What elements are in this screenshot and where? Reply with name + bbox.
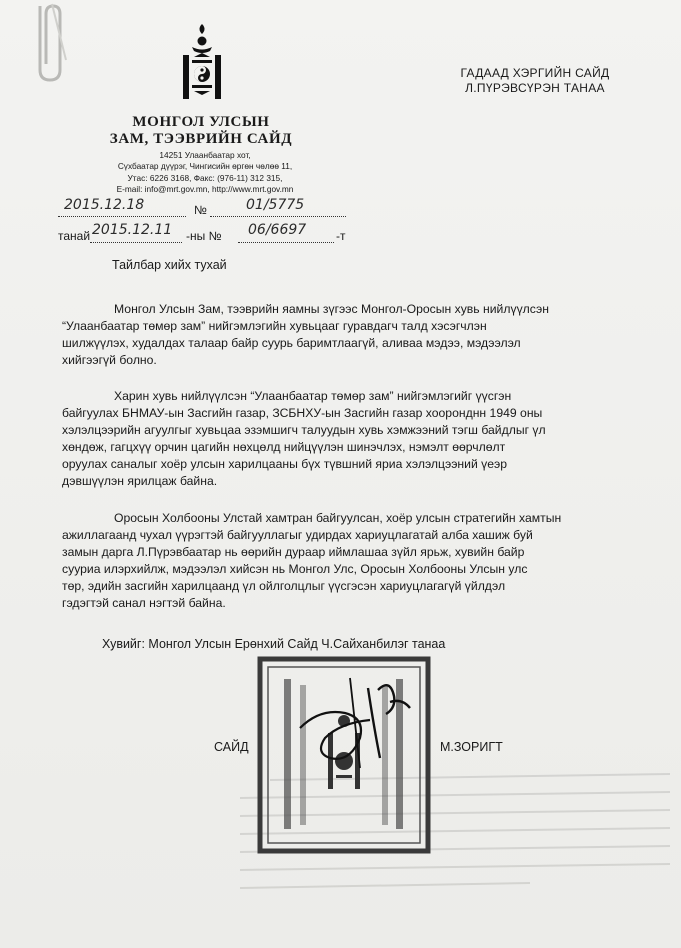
outgoing-number: 01/5775 [246, 197, 305, 213]
ministry-name-line2: ЗАМ, ТЭЭВРИЙН САЙД [109, 131, 293, 147]
recipient-title: ГАДААД ХЭРГИЙН САЙД [460, 66, 610, 80]
paragraph-line: хөндөж, гагцхүү орчин цагийн нөхцөлд нийцүүлэн шинэчлэх, нэмэлт өөрчлөлт [62, 440, 506, 454]
paragraph-line: оруулах саналыг хоёр улсын харилцааны бүх түвшний яриа хэлэлцээний үеэр [62, 457, 508, 471]
your-ref-prefix: танай [58, 229, 91, 243]
paragraph-line: Харин хувь нийлүүлсэн “Улаанбаатар төмөр зам” нийгэмлэгийг үүсгэн [114, 389, 512, 403]
paragraph-line: “Улаанбаатар төмөр зам” нийгэмлэгийн хувьцааг гуравдагч талд хэсэгчлэн [62, 319, 487, 333]
handwritten-signature [290, 668, 430, 788]
paragraph-line: хэлэлцээрийн агуулгыг хувьцаа эзэмшигч талуудын хувь хэмжээний тэгш байдлыг үл [62, 423, 546, 437]
paragraph-line: дэвшүүлэн ярилцаж байна. [62, 474, 218, 488]
your-number-underline [238, 242, 334, 243]
paper-clip-icon [22, 0, 82, 84]
number-underline [210, 216, 346, 217]
paragraph-line: хийгээгүй болно. [62, 353, 157, 367]
paragraph-line: замын дарга Л.Пүрэвбаатар нь өөрийн дураар иймлашаа зүйл ярьж, хувийн байр [62, 545, 525, 559]
paragraph-3 [62, 510, 618, 612]
address-line: Сүхбаатар дүүрэг, Чингисийн өргөн чөлөө 11, [117, 161, 293, 172]
number-label: № [194, 203, 207, 217]
address-line: Утас: 6226 3168, Факс: (976-11) 312 315, [127, 172, 283, 183]
subject-line: Тайлбар хийх тухай [112, 258, 227, 272]
paragraph-1 [62, 301, 618, 369]
recipient-block [430, 66, 640, 96]
copy-to-line: Хувийг: Монгол Улсын Ерөнхий Сайд Ч.Сайханбилэг танаа [102, 637, 446, 651]
paragraph-line: Монгол Улсын Зам, тээврийн яамны зүгээс Монгол-Оросын хувь нийлүүлсэн [114, 302, 549, 316]
ministry-name-line1: МОНГОЛ УЛСЫН [132, 114, 270, 130]
ministry-name [96, 114, 306, 148]
date-underline [58, 216, 186, 217]
paragraph-line: байгуулах БНМАУ-ын Засгийн газар, ЗСБНХУ-ын Засгийн газар хооронднн 1949 оны [62, 406, 543, 420]
your-date-underline [90, 242, 182, 243]
reference-suffix: -т [336, 229, 346, 243]
your-date: 2015.12.11 [92, 222, 173, 238]
soyombo-emblem-icon [180, 22, 224, 102]
signatory-name: М.ЗОРИГТ [440, 740, 503, 754]
paragraph-line: гэдэгтэй санал нэгтэй байна. [62, 596, 226, 610]
paragraph-2 [62, 388, 618, 490]
paragraph-line: төр, эдийн засгийн харилцаанд үл ойлголцлыг үүсгэсэн хариуцлагагүй үйлдэл [62, 579, 506, 593]
paragraph-line: шилжүүлэх, худалдах талаар байр суурь баримтлаагүй, аливаа мэдээ, мэдээлэл [62, 336, 521, 350]
address-line: 14251 Улаанбаатар хот, [159, 150, 251, 160]
address-line: E-mail: info@mrt.gov.mn, http://www.mrt.gov.mn [116, 183, 294, 194]
signatory-title: САЙД [214, 740, 249, 754]
paragraph-line: Оросын Холбооны Улстай хамтран байгуулсан, хоёр улсын стратегийн хамтын [114, 511, 562, 525]
paragraph-line: ажиллагаанд чухал үүрэгтэй байгууллагыг удирдах хариуцлагатай алба хашиж буй [62, 528, 533, 542]
recipient-name: Л.ПҮРЭВСҮРЭН ТАНАА [465, 81, 605, 95]
your-number: 06/6697 [248, 222, 307, 238]
ministry-address [92, 150, 318, 195]
outgoing-date: 2015.12.18 [64, 197, 145, 213]
paragraph-line: сууриа илэрхийлж, мэдээлэл хийсэн нь Монгол Улс, Оросын Холбооны Улсын улс [62, 562, 528, 576]
your-number-label: -ны № [186, 229, 222, 243]
